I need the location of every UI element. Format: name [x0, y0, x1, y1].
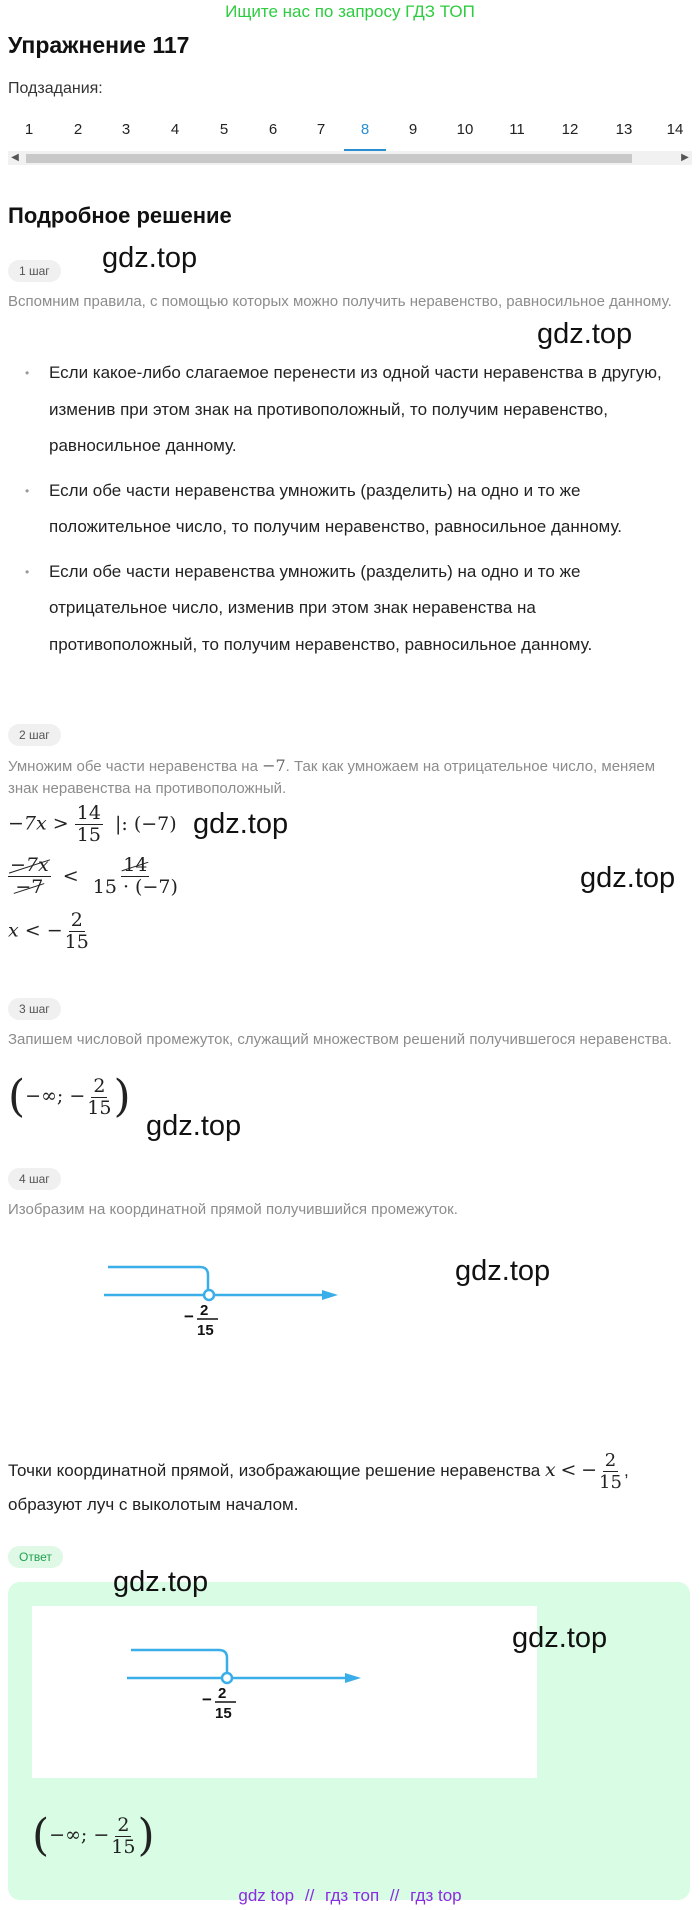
- step-text: Вспомним правила, с помощью которых можно получить неравенство, равносильное данному.: [8, 293, 672, 310]
- interval: (−∞; − $\frac{2}{15}$ ): [8, 1071, 131, 1122]
- step-text: Запишем числовой промежуток, служащий множеством решений получившегося неравенства.: [8, 1031, 672, 1048]
- scroll-left-icon[interactable]: ◀: [11, 152, 19, 163]
- math-line-2: $\frac{-7x}{-7}$ < $\frac{14}{15 \cdot (-7)}$: [10, 854, 178, 898]
- answer-diagram-panel: [32, 1606, 537, 1778]
- point-num: 2: [218, 1685, 227, 1702]
- open-point: [222, 1673, 232, 1683]
- watermark: gdz.top: [102, 242, 198, 274]
- scroll-right-icon[interactable]: ▶: [681, 152, 689, 163]
- watermark: gdz.top: [455, 1255, 551, 1287]
- tab-14[interactable]: 14: [666, 121, 684, 138]
- step-text: Изобразим на координатной прямой получившийся промежуток.: [8, 1201, 458, 1218]
- answer-badge: Ответ: [8, 1546, 63, 1568]
- list-item: • Если обе части неравенства умножить (разделить) на одно и то же отрицательное число, изменив при этом знак неравенства на противоположный, то получим неравенство, равносильное данному.: [8, 554, 688, 664]
- point-den: 15: [215, 1705, 232, 1722]
- section-title: Подробное решение: [8, 203, 232, 228]
- footer-link[interactable]: гдз топ: [325, 1886, 380, 1905]
- tab-1[interactable]: 1: [24, 121, 34, 138]
- number-line-diagram: [100, 1255, 360, 1345]
- tab-9[interactable]: 9: [408, 121, 418, 138]
- subtask-tabs: [8, 113, 692, 151]
- tab-10[interactable]: 10: [456, 121, 474, 138]
- list-item: • Если обе части неравенства умножить (разделить) на одно и то же положительное число, то получим неравенство, равносильное данному.: [8, 473, 688, 546]
- step-badge: 4 шаг: [8, 1168, 61, 1190]
- watermark: gdz.top: [537, 318, 633, 350]
- search-banner: Ищите нас по запросу ГДЗ ТОП: [225, 2, 475, 21]
- tab-8[interactable]: 8: [344, 113, 386, 151]
- conclusion-text: Точки координатной прямой, изображающие решение неравенства x < − $\frac{2}{15}$ ,: [8, 1450, 629, 1493]
- conclusion-text-2: образуют луч с выколотым началом.: [8, 1495, 299, 1514]
- point-num: 2: [200, 1302, 209, 1319]
- step-text: Умножим обе части неравенства на −7. Так как умножаем на отрицательное число, меняем знак неравенства на противоположный.: [8, 756, 656, 797]
- open-point: [204, 1290, 214, 1300]
- step-badge: 1 шаг: [8, 260, 61, 282]
- point-minus: −: [202, 1690, 212, 1709]
- footer-links: gdz top // гдз топ // гдз top: [238, 1886, 462, 1905]
- shading-arc: [131, 1650, 227, 1676]
- arrow-icon: [322, 1290, 338, 1300]
- number-line-diagram: [127, 1638, 387, 1728]
- arrow-icon: [345, 1673, 361, 1683]
- math-line-3: x < − $\frac{2}{15}$: [8, 909, 89, 953]
- step-badge: 3 шаг: [8, 998, 61, 1020]
- watermark: gdz.top: [113, 1566, 209, 1598]
- point-minus: −: [184, 1307, 194, 1326]
- watermark: gdz.top: [512, 1622, 608, 1654]
- point-den: 15: [197, 1322, 214, 1339]
- footer-link[interactable]: gdz top: [238, 1886, 295, 1905]
- tab-5[interactable]: 5: [219, 121, 229, 138]
- step-badge: 2 шаг: [8, 724, 61, 746]
- watermark: gdz.top: [580, 862, 676, 894]
- tab-3[interactable]: 3: [121, 121, 131, 138]
- tab-12[interactable]: 12: [561, 121, 579, 138]
- tab-6[interactable]: 6: [268, 121, 278, 138]
- list-item: • Если какое-либо слагаемое перенести из одной части неравенства в другую, изменив при этом знак на противоположный, то получим неравенство, равносильное данному.: [8, 355, 688, 465]
- tab-2[interactable]: 2: [73, 121, 83, 138]
- tab-7[interactable]: 7: [316, 121, 326, 138]
- tabs-scrollbar[interactable]: [8, 151, 692, 165]
- shading-arc: [108, 1267, 208, 1293]
- watermark: gdz.top: [193, 808, 289, 840]
- math-line-1: −7x > $\frac{14}{15}$ |: (−7): [8, 802, 177, 846]
- tab-11[interactable]: 11: [509, 121, 525, 138]
- subtasks-label: Подзадания:: [8, 80, 103, 97]
- watermark: gdz.top: [146, 1110, 242, 1142]
- rules-list: [8, 355, 688, 671]
- tab-13[interactable]: 13: [615, 121, 633, 138]
- tab-4[interactable]: 4: [170, 121, 180, 138]
- footer-link[interactable]: гдз top: [410, 1886, 462, 1905]
- scroll-thumb[interactable]: [26, 154, 632, 163]
- page-title: Упражнение 117: [8, 32, 190, 58]
- answer-interval: (−∞; − $\frac{2}{15}$ ): [32, 1810, 155, 1861]
